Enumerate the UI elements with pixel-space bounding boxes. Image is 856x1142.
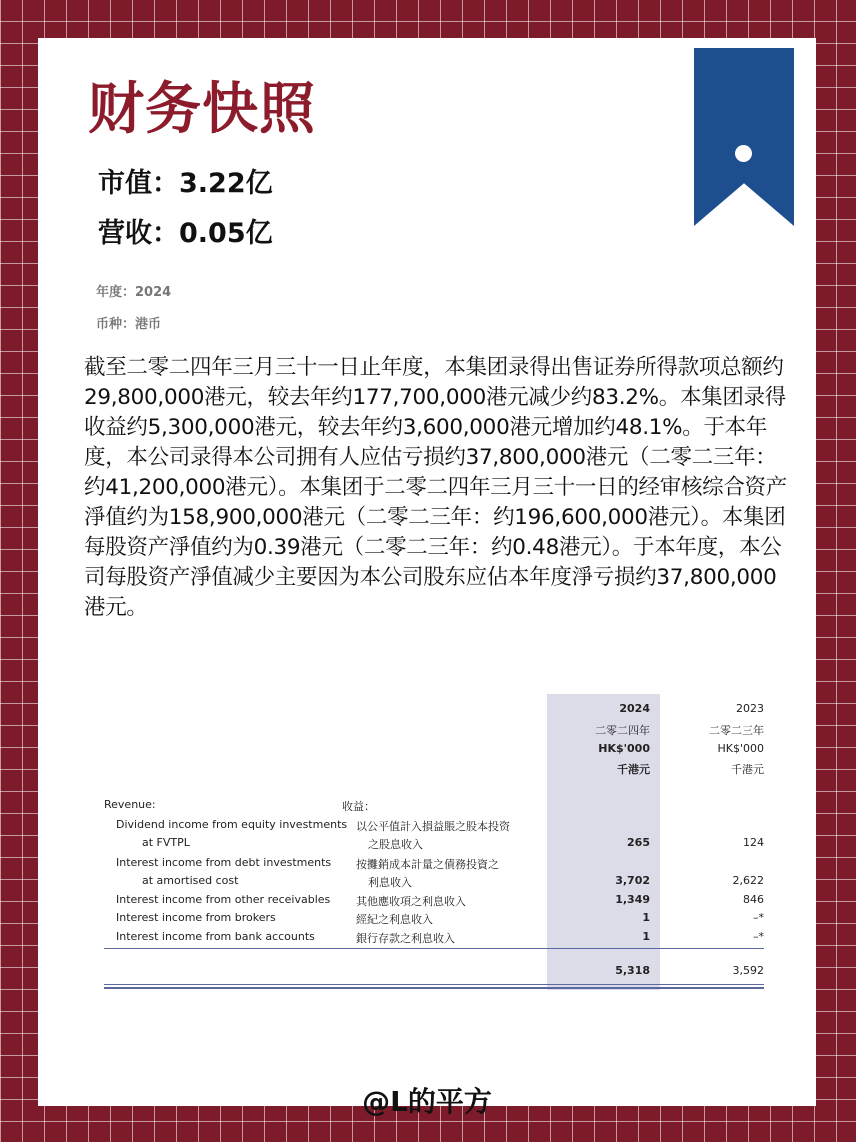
year-label: 年度：2024 xyxy=(96,285,172,300)
revenue-metric: 营收：0.05亿 xyxy=(98,218,273,249)
bookmark-dot xyxy=(735,145,752,162)
table-cell-2023: –* xyxy=(753,911,764,924)
table-cell-2024: 3,702 xyxy=(615,874,650,887)
table-cell-2023: 124 xyxy=(743,836,764,849)
table-row-label-cn-cont: 利息收入 xyxy=(368,876,412,889)
total-2023: 3,592 xyxy=(732,964,764,977)
bookmark-icon xyxy=(694,48,794,226)
col-2024-unit-cn: 千港元 xyxy=(617,763,650,776)
summary-paragraph: 截至二零二四年三月三十一日止年度，本集团录得出售证券所得款项总额约29,800,000港元，较去年约177,700,000港元减少约83.2%。本集团录得收益约5,300,000港元，较去年约3,600,000港元增加约48.1%。于本年度，本公司录得本公司拥有人应估亏损约37,800,000港元（二零二三年：约41,200,000港元）。本集团于二零二四年三月三十一日的经审核综合资产淨值约为158,900,000港元（二零二三年：约196,600,000港元）。本集团每股资产淨值约为0.39港元（二零二三年：约0.48港元）。于本年度，本公司每股资产淨值减少主要因为本公司股东应佔本年度淨亏损约37,800,000港元。 xyxy=(84,355,787,620)
author-signature: @L的平方 xyxy=(362,1085,492,1118)
table-row-label-en: Interest income from debt investments xyxy=(116,856,332,869)
subtotal-divider xyxy=(104,948,764,949)
table-row-label-en-cont: at amortised cost xyxy=(142,874,239,887)
col-2023-unit-cn: 千港元 xyxy=(731,763,764,776)
table-row-label-cn: 按攤銷成本計量之債務投資之 xyxy=(356,858,499,871)
table-row-label-cn-cont: 之股息收入 xyxy=(368,838,423,851)
market-cap: 市值：3.22亿 xyxy=(98,168,273,199)
table-row-label-cn: 銀行存款之利息收入 xyxy=(356,932,455,945)
content-card xyxy=(38,38,816,1118)
financial-table xyxy=(104,694,764,990)
col-2024-unit-en: HK$'000 xyxy=(598,742,650,755)
total-2024: 5,318 xyxy=(615,964,650,977)
table-row-label-en: Dividend income from equity investments xyxy=(116,818,348,831)
col-2023-year: 2023 xyxy=(736,702,764,715)
currency-label: 币种：港币 xyxy=(96,317,162,332)
table-cell-2024: 1 xyxy=(642,911,650,924)
col-2024-cn: 二零二四年 xyxy=(595,724,650,737)
table-cell-2023: –* xyxy=(753,930,764,943)
revenue-heading-cn: 收益： xyxy=(342,800,375,813)
table-row-label-en: Interest income from other receivables xyxy=(116,893,331,906)
table-row-label-en: Interest income from bank accounts xyxy=(116,930,315,943)
total-divider-bottom xyxy=(104,987,764,989)
revenue-heading-en: Revenue: xyxy=(104,798,156,811)
col-2023-unit-en: HK$'000 xyxy=(717,742,764,755)
table-row-label-cn: 其他應收項之利息收入 xyxy=(356,895,466,908)
table-row-label-en: Interest income from brokers xyxy=(116,911,276,924)
table-row-label-cn: 以公平值計入損益賬之股本投资 xyxy=(356,820,510,833)
col-2024-year: 2024 xyxy=(619,702,650,715)
table-cell-2023: 2,622 xyxy=(732,874,764,887)
col-2023-cn: 二零二三年 xyxy=(709,724,764,737)
table-row-label-cn: 經紀之利息收入 xyxy=(356,913,433,926)
table-row-label-en-cont: at FVTPL xyxy=(142,836,190,849)
table-cell-2024: 265 xyxy=(627,836,650,849)
table-cell-2024: 1 xyxy=(642,930,650,943)
table-cell-2024: 1,349 xyxy=(615,893,650,906)
table-cell-2023: 846 xyxy=(743,893,764,906)
total-divider-top xyxy=(104,984,764,985)
page-title: 财务快照 xyxy=(88,77,316,142)
